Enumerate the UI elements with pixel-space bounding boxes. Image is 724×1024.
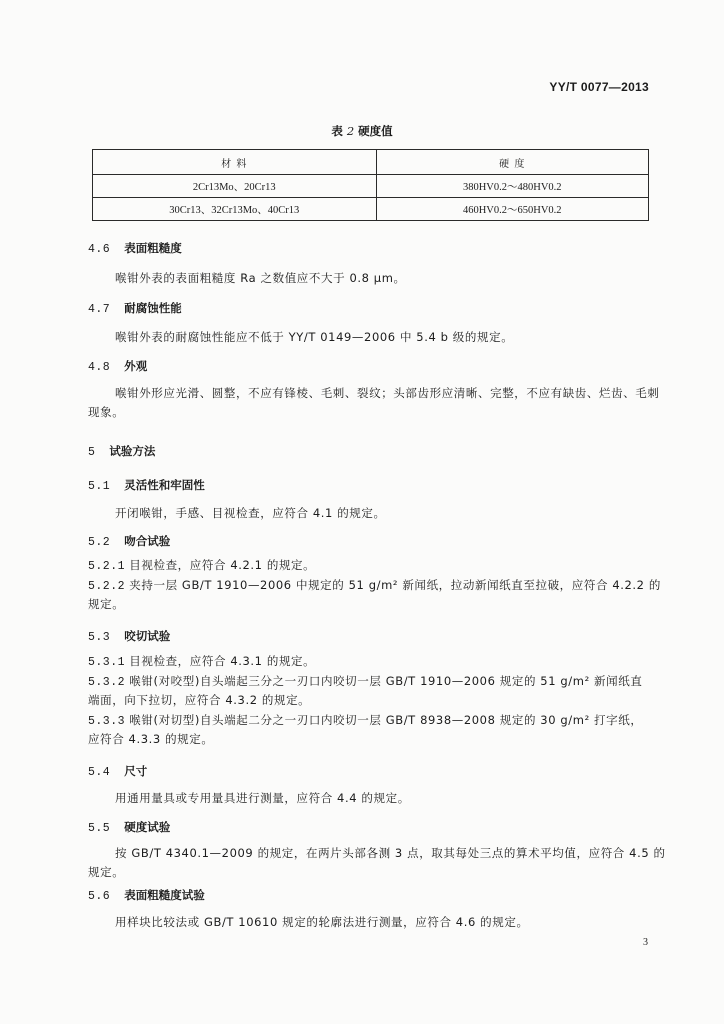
section-number: 5.5 [88, 822, 111, 835]
chapter-heading-5 [88, 443, 155, 459]
section-heading-4-6 [88, 240, 182, 256]
table-row [93, 175, 649, 198]
clause-number: 5.3.2 [88, 676, 126, 689]
section-number: 5.3 [88, 631, 111, 644]
material-cell: 30Cr13、32Cr13Mo、40Cr13 [93, 198, 377, 221]
clause-5-3-3 [88, 712, 642, 728]
section-number: 5.1 [88, 480, 111, 493]
paragraph-4-8-line-1: 喉钳外形应光滑、圆整，不应有锋棱、毛刺、裂纹；头部齿形应清晰、完整，不应有缺齿、烂齿、毛刺 [115, 386, 660, 400]
section-title: 外观 [124, 359, 148, 373]
section-heading-4-7 [88, 300, 182, 316]
table-caption [0, 123, 724, 139]
table-row [93, 198, 649, 221]
material-cell: 2Cr13Mo、20Cr13 [93, 175, 377, 198]
standard-code: YY/T 0077—2013 [549, 80, 649, 94]
section-number: 5.4 [88, 766, 111, 779]
clause-text: 目视检查，应符合 4.3.1 的规定。 [129, 654, 316, 668]
paragraph-5-5-line-2: 规定。 [88, 865, 125, 879]
paragraph-5-4: 用通用量具或专用量具进行测量，应符合 4.4 的规定。 [115, 791, 410, 805]
section-heading-4-8 [88, 358, 147, 374]
clause-5-3-3-line-2: 应符合 4.3.3 的规定。 [88, 732, 214, 746]
clause-5-3-2-line-2: 端面，向下拉切，应符合 4.3.2 的规定。 [88, 693, 311, 707]
clause-text: 喉钳(对切型)自头端起二分之一刃口内咬切一层 GB/T 8938—2008 规定的 30 g/m² 打字纸， [129, 713, 643, 727]
section-heading-5-2 [88, 533, 170, 549]
table-header-row [93, 150, 649, 175]
section-title: 咬切试验 [124, 629, 171, 643]
clause-5-3-2 [88, 673, 642, 689]
clause-5-2-2-line-2: 规定。 [88, 597, 125, 611]
hardness-table [92, 149, 649, 221]
paragraph-4-7: 喉钳外表的耐腐蚀性能应不低于 YY/T 0149—2006 中 5.4 b 级的规定。 [115, 330, 514, 344]
section-heading-5-4 [88, 763, 147, 779]
paragraph-4-6: 喉钳外表的表面粗糙度 Ra 之数值应不大于 0.8 μm。 [115, 271, 406, 285]
section-number: 4.6 [88, 243, 111, 256]
section-title: 吻合试验 [124, 534, 171, 548]
section-title: 试验方法 [109, 444, 156, 458]
section-number: 4.8 [88, 361, 111, 374]
hardness-cell: 380HV0.2～480HV0.2 [376, 175, 648, 198]
material-column-header: 材 料 [93, 150, 377, 175]
section-number: 5.6 [88, 890, 111, 903]
clause-text: 夹持一层 GB/T 1910—2006 中规定的 51 g/m² 新闻纸，拉动新闻纸直至拉破，应符合 4.2.2 的 [129, 578, 661, 592]
clause-number: 5.2.2 [88, 580, 126, 593]
paragraph-5-5-line-1: 按 GB/T 4340.1—2009 的规定，在两片头部各测 3 点，取其每处三点的算术平均值，应符合 4.5 的 [115, 846, 666, 860]
section-title: 耐腐蚀性能 [124, 301, 182, 315]
clause-text: 目视检查，应符合 4.2.1 的规定。 [129, 558, 316, 572]
hardness-column-header: 硬 度 [376, 150, 648, 175]
clause-number: 5.2.1 [88, 560, 126, 573]
section-heading-5-1 [88, 477, 205, 493]
paragraph-5-1: 开闭喉钳，手感、目视检查，应符合 4.1 的规定。 [115, 506, 386, 520]
paragraph-4-8-line-2: 现象。 [88, 405, 125, 419]
table-caption-number: 2 [346, 124, 355, 138]
page-number: 3 [643, 937, 648, 948]
section-title: 表面粗糙度 [124, 241, 182, 255]
clause-text: 喉钳(对咬型)自头端起三分之一刃口内咬切一层 GB/T 1910—2006 规定的 51 g/m² 新闻纸直 [129, 674, 643, 688]
table-caption-text: 硬度值 [358, 124, 393, 138]
section-number: 4.7 [88, 303, 111, 316]
section-heading-5-5 [88, 819, 170, 835]
section-number: 5 [88, 446, 96, 459]
section-heading-5-3 [88, 628, 170, 644]
section-title: 硬度试验 [124, 820, 171, 834]
clause-5-3-1 [88, 653, 315, 669]
hardness-cell: 460HV0.2～650HV0.2 [376, 198, 648, 221]
section-title: 灵活性和牢固性 [124, 478, 205, 492]
table-caption-prefix: 表 [331, 124, 343, 138]
clause-number: 5.3.3 [88, 715, 126, 728]
section-heading-5-6 [88, 887, 205, 903]
paragraph-5-6: 用样块比较法或 GB/T 10610 规定的轮廓法进行测量，应符合 4.6 的规定。 [115, 915, 529, 929]
section-title: 尺寸 [124, 764, 148, 778]
clause-number: 5.3.1 [88, 656, 126, 669]
clause-5-2-1 [88, 557, 315, 573]
section-number: 5.2 [88, 536, 111, 549]
section-title: 表面粗糙度试验 [124, 888, 205, 902]
clause-5-2-2 [88, 577, 661, 593]
